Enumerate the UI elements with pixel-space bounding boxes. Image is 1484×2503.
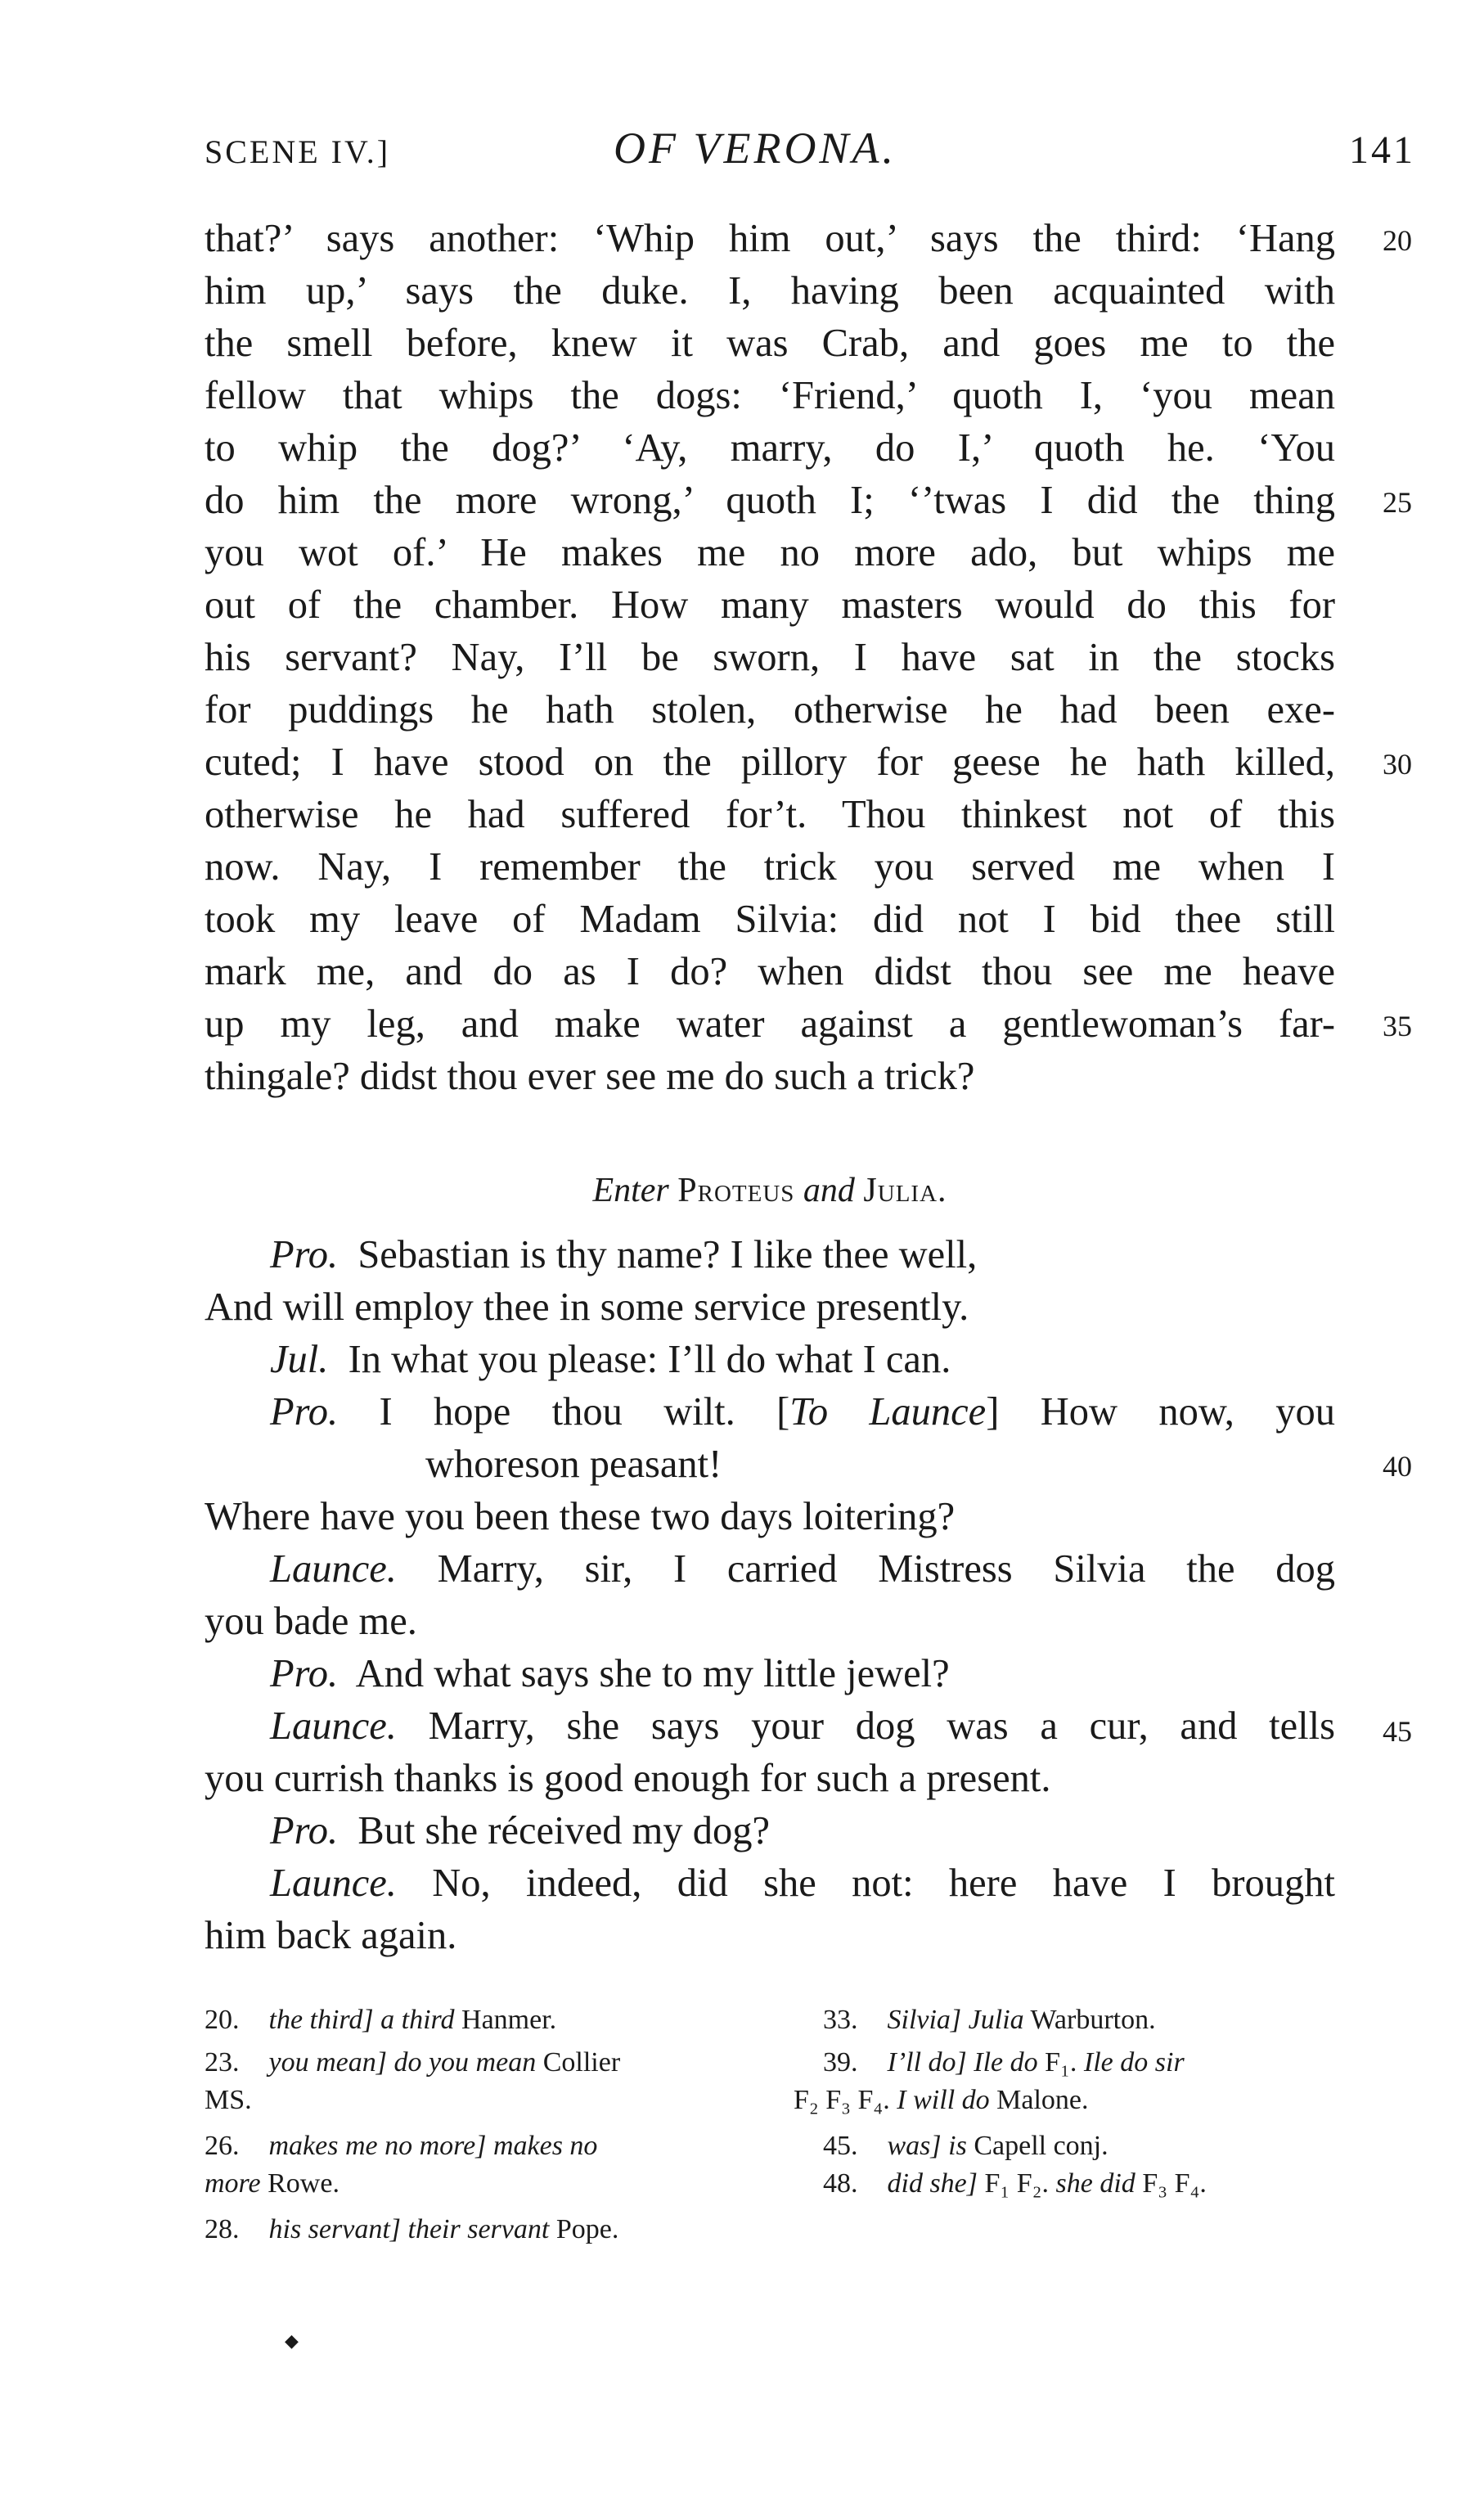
dialogue-line: him back again.: [205, 1914, 457, 1957]
running-header: [205, 123, 1415, 180]
dialogue-line: [270, 1704, 1335, 1748]
dialogue-line: [270, 1390, 1336, 1434]
footnote-26-cont: more Rowe.: [205, 2168, 340, 2199]
footnote-39-cont: F₂ F₃ F₄. I will do Malone.: [794, 2085, 1089, 2115]
speech: Marry, she says your dog was a cur, and tells: [428, 1704, 1335, 1748]
prose-line: thingale? didst thou ever see me do such a trick?: [205, 1055, 975, 1098]
line-number: 45: [1383, 1715, 1412, 1748]
speech: Marry, sir, I carried Mistress Silvia the dog: [437, 1547, 1336, 1591]
footnote-28: 28. his servant] their servant Pope.: [205, 2214, 619, 2244]
prose-line: up my leg, and make water against a gentlewoman’s far-: [205, 1002, 1335, 1046]
prose-line: the smell before, knew it was Crab, and goes me to the: [205, 322, 1335, 365]
dialogue-line: [270, 1809, 771, 1852]
ink-mark: ◆: [285, 2330, 299, 2351]
footnote-23: 23. you mean] do you mean Collier: [205, 2047, 621, 2078]
dialogue-line: [270, 1654, 950, 1695]
speech: In what you please: I’ll do what I can.: [348, 1338, 951, 1381]
dialogue-line: [270, 1340, 951, 1380]
prose-line: his servant? Nay, I’ll be sworn, I have sat in the stocks: [205, 636, 1335, 679]
dialogue-line: you bade me.: [205, 1600, 417, 1643]
prose-line: do him the more wrong,’ quoth I; ‘’twas I did the thing: [205, 479, 1335, 522]
stage-direction: [205, 1173, 1335, 1208]
prose-line: now. Nay, I remember the trick you served me when I: [205, 845, 1335, 889]
dialogue-line: [270, 1861, 1335, 1905]
running-title: OF VERONA.: [614, 124, 897, 173]
speech: Sebastian is thy name? I like thee well,: [358, 1233, 978, 1276]
footnote-39: 39. I’ll do] Ile do F₁. Ile do sir: [823, 2047, 1185, 2078]
prose-line: that?’ says another: ‘Whip him out,’ says the third: ‘Hang: [205, 217, 1335, 260]
dialogue-line: [270, 1547, 1336, 1591]
prose-line: out of the chamber. How many masters would do this for: [205, 583, 1335, 627]
dialogue-line: [270, 1233, 978, 1276]
speaker: Jul.: [270, 1338, 329, 1381]
speech: But she réceived my dog?: [358, 1809, 771, 1852]
scene-label: SCENE IV.]: [205, 133, 391, 170]
stage-aside: [To Launce]: [776, 1390, 1000, 1434]
line-number: 20: [1383, 224, 1412, 257]
line-number: 30: [1383, 748, 1412, 781]
prose-line: him up,’ says the duke. I, having been acquainted with: [205, 269, 1335, 313]
prose-line: to whip the dog?’ ‘Ay, marry, do I,’ quoth he. ‘You: [205, 426, 1335, 470]
prose-line: took my leave of Madam Silvia: did not I bid thee still: [205, 898, 1335, 941]
stage-and: and: [803, 1172, 855, 1209]
prose-line: mark me, and do as I do? when didst thou see me heave: [205, 950, 1335, 993]
footnote-23-cont: MS.: [205, 2085, 252, 2115]
speech: I hope thou wilt.: [379, 1390, 735, 1434]
footnote-20: 20. the third] a third Hanmer.: [205, 2005, 557, 2035]
prose-line: you wot of.’ He makes me no more ado, but whips me: [205, 531, 1335, 574]
speaker: Pro.: [270, 1390, 339, 1434]
prose-line: cuted; I have stood on the pillory for geese he hath killed,: [205, 741, 1335, 784]
footnote-33: 33. Silvia] Julia Warburton.: [823, 2005, 1156, 2035]
speaker: Pro.: [270, 1809, 339, 1852]
speaker: Launce.: [270, 1704, 397, 1748]
speaker: Launce.: [270, 1547, 397, 1591]
dialogue-line: Where have you been these two days loitering?: [205, 1495, 956, 1538]
line-number: 25: [1383, 486, 1412, 519]
speech: And what says she to my little jewel?: [355, 1652, 950, 1695]
speaker: Launce.: [270, 1861, 397, 1905]
dialogue-line: And will employ thee in some service presently.: [205, 1285, 969, 1329]
page-number: 141: [1349, 128, 1415, 172]
prose-line: fellow that whips the dogs: ‘Friend,’ quoth I, ‘you mean: [205, 374, 1335, 417]
speech: How now, you: [1040, 1390, 1336, 1434]
footnote-48: 48. did she] F₁ F₂. she did F₃ F₄.: [823, 2168, 1207, 2199]
character-proteus: Proteus: [677, 1172, 795, 1209]
dialogue-line: you currish thanks is good enough for such a present.: [205, 1757, 1051, 1800]
speaker: Pro.: [270, 1652, 339, 1695]
prose-line: otherwise he had suffered for’t. Thou thinkest not of this: [205, 793, 1335, 836]
footnote-26: 26. makes me no more] makes no: [205, 2131, 598, 2161]
character-julia: Julia.: [863, 1172, 947, 1209]
line-number: 35: [1383, 1010, 1412, 1042]
line-number: 40: [1383, 1450, 1412, 1483]
stage-enter: Enter: [592, 1172, 669, 1209]
footnote-45: 45. was] is Capell conj.: [823, 2131, 1109, 2161]
prose-line: for puddings he hath stolen, otherwise he had been exe-: [205, 688, 1335, 732]
speech: No, indeed, did she not: here have I brought: [432, 1861, 1335, 1905]
speaker: Pro.: [270, 1233, 339, 1276]
dialogue-line: whoreson peasant!: [425, 1443, 722, 1486]
